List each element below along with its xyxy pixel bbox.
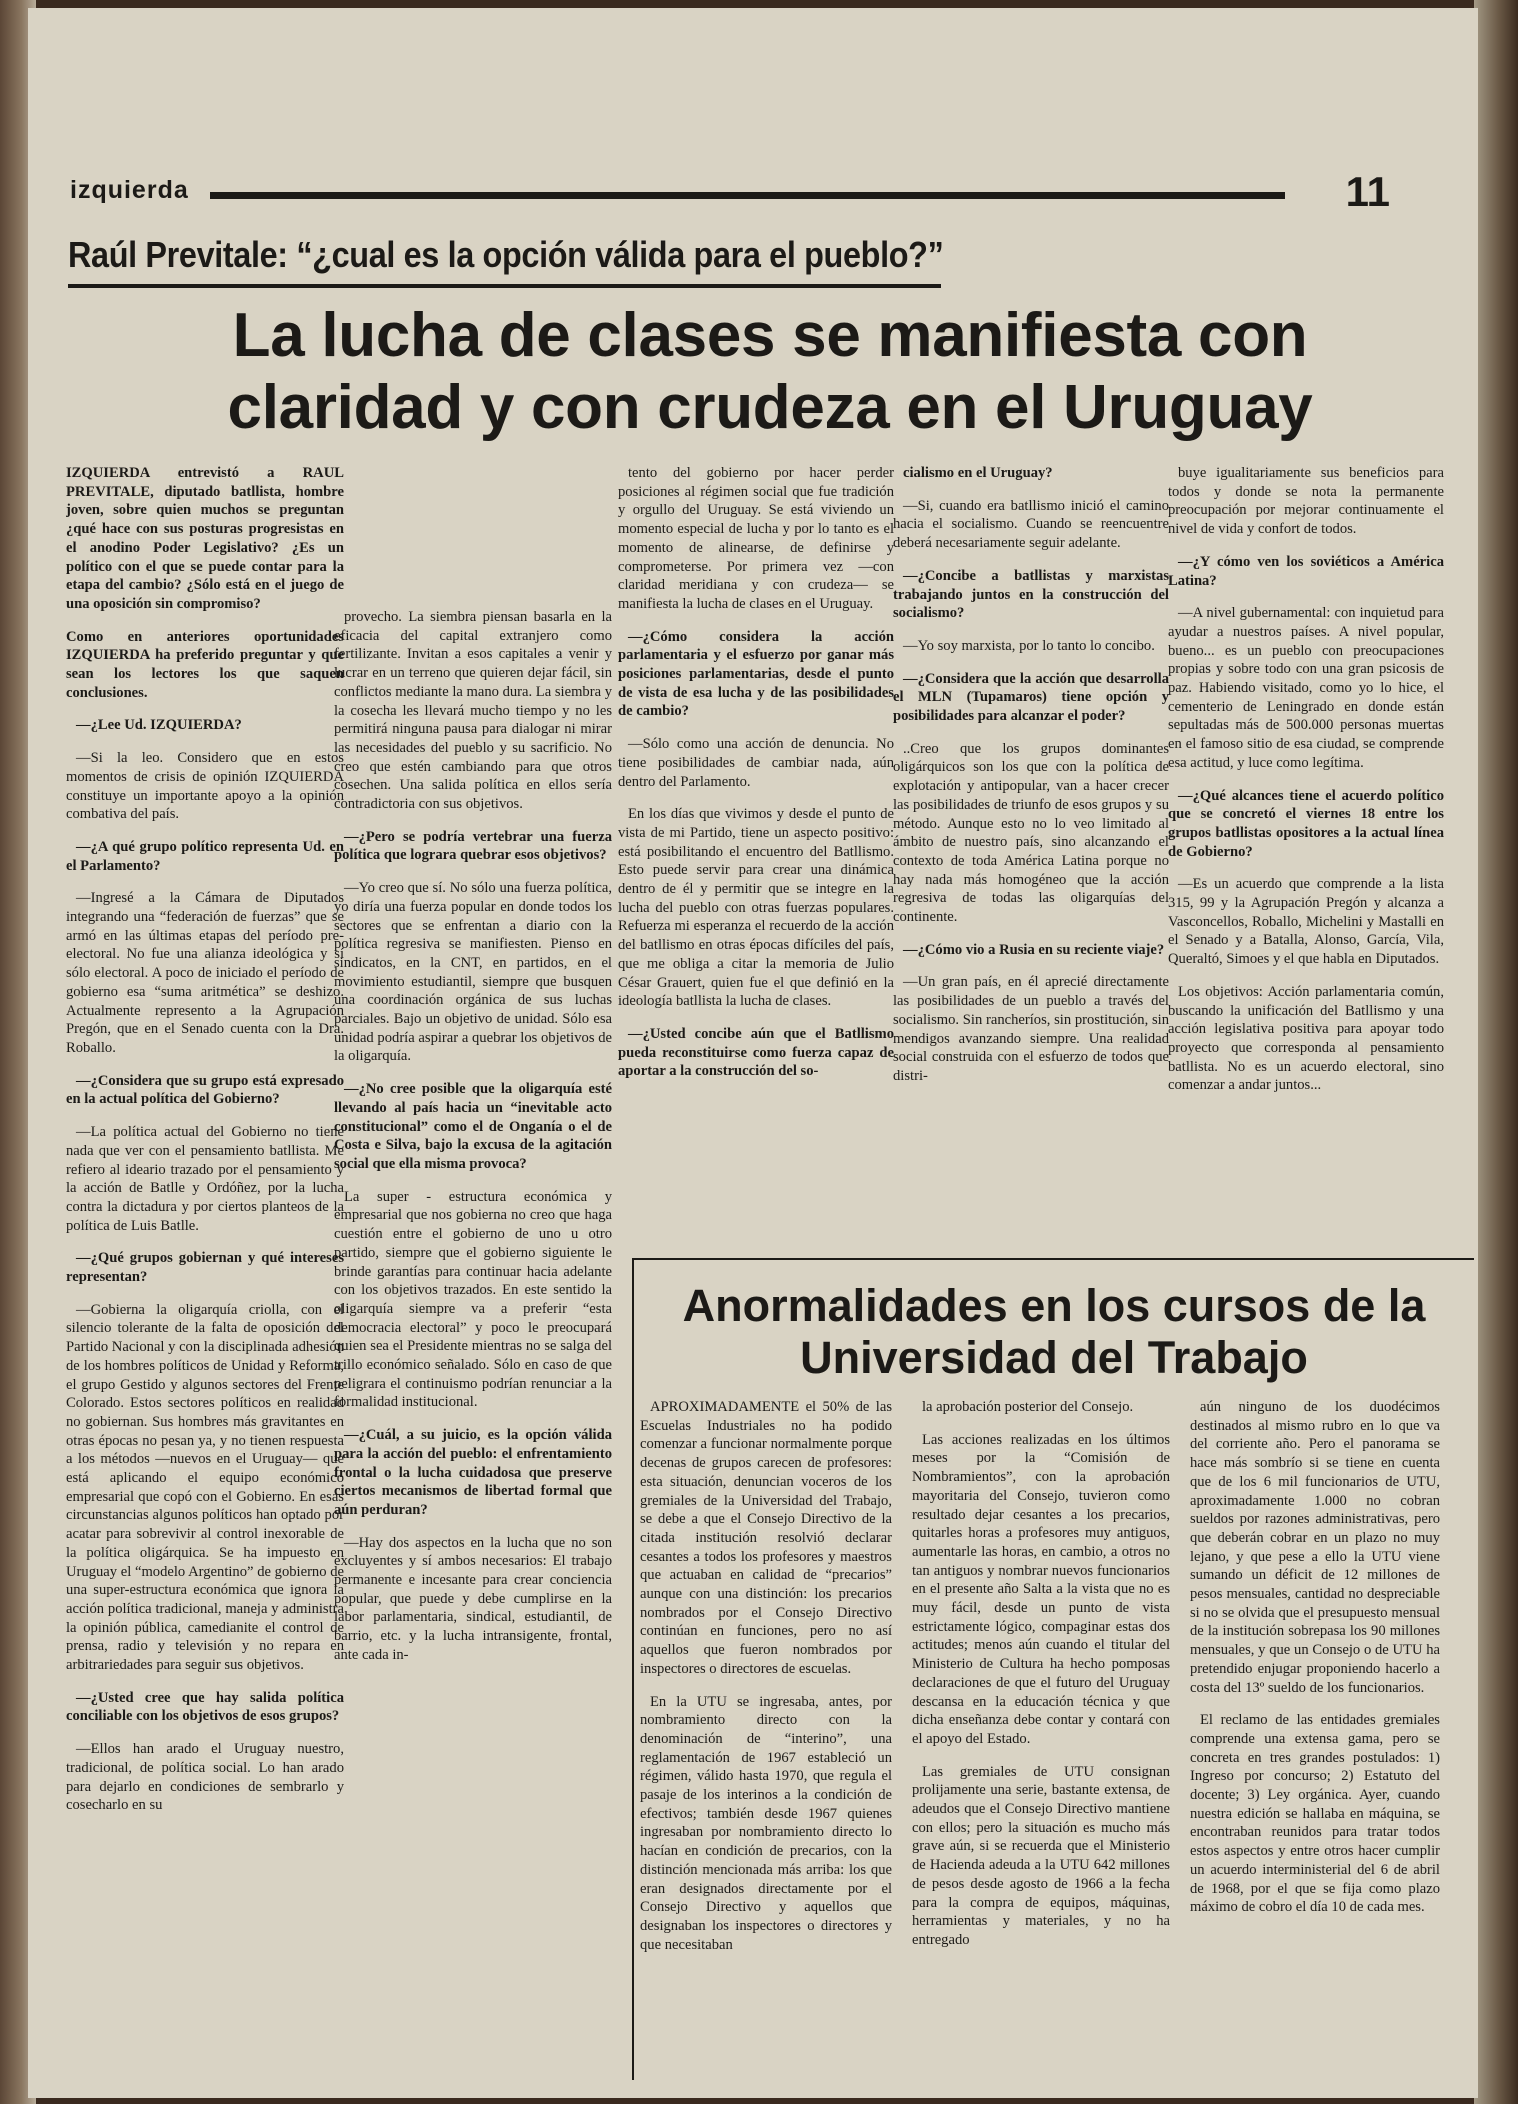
interview-question: —¿Qué grupos gobiernan y qué intereses representan? (66, 1250, 344, 1286)
interview-question: —¿Pero se podría vertebrar una fuerza política que lograra quebrar esos objetivos? (334, 828, 612, 864)
body-paragraph: —Yo creo que sí. No sólo una fuerza política, yo diría una fuerza popular en donde todos los sectores que se enfrentan a diario con la política regresiva se manifiesten. Pienso en sindicatos, en la CNT, en partidos, en el movimiento estudiantil, siempre que busquen una coordinación orgánica de sus luchas parciales. Bajo un objetivo de unidad. Sólo esa unidad podría aspirar a quebrar los objetivos de la oligarquía. (334, 880, 612, 1065)
body-paragraph: Los objetivos: Acción parlamentaria común, buscando la unificación del Batllismo y una acción legislativa positiva para apoyar todo proyecto que corresponda al pensamiento batllista. No es un acuerdo electoral, sino comenzar a andar juntos... (1168, 983, 1444, 1094)
interview-question: —¿Considera que la acción que desarrolla el MLN (Tupamaros) tiene opción y posibilidades para alcanzar el poder? (893, 670, 1169, 725)
interview-question: —¿No cree posible que la oligarquía esté llevando al país hacia un “inevitable acto constitucional” como el de Onganía o el de Costa e Silva, bajo la excusa de la agitación social que ella misma provoca? (334, 1081, 612, 1172)
binding-edge-right (1474, 0, 1518, 2104)
sidebar-article-box (632, 1258, 1474, 2080)
page-number: 11 (1345, 168, 1390, 215)
interview-question: —¿Concibe a batllistas y marxistas trabajando juntos en la construcción del socialismo? (893, 567, 1169, 622)
body-paragraph: —Hay dos aspectos en la lucha que no son excluyentes y sí ambos necesarios: El trabajo permanente e incesante para crear conciencia popular, que puede y debe cumplirse en la labor parlamentaria, sindical, estudiantil, de barrio, etc. y la lucha intransigente, frontal, ante cada in- (334, 1534, 612, 1663)
sidebar-column-1 (640, 1398, 892, 2068)
newspaper-page (28, 8, 1478, 2098)
interview-question: —¿Cómo considera la acción parlamentaria y el esfuerzo por ganar más posiciones parlamentarias, desde el punto de vista de esa lucha y de las posibilidades de cambio? (618, 628, 894, 720)
body-paragraph: Las acciones realizadas en los últimos meses por la “Comisión de Nombramientos”, con la aprobación mayoritaria del Consejo, tuvieron como resultado dejar cesantes a los precarios, quitarles horas a profesores muy antiguos, aumentarle las horas, en cambio, a otros no tan antiguos y nombrar nuevos funcionarios en el presente año Salta a la vista que no es muy fácil, desde un punto de vista estrictamente lógico, compaginar estas dos actitudes; menos aún cuando el titular del Ministerio de Cultura ha hecho pomposas declaraciones de que el futuro del Uruguay descansa en la educación técnica y que dicha enseñanza debe contar y contará con el apoyo del Estado. (912, 1431, 1170, 1747)
body-paragraph: provecho. La siembra piensan basarla en la eficacia del capital extranjero como fertilizante. Invitan a esos capitales a venir y lucrar en un terreno que quieren dejar fácil, sin conflictos mediante la mano dura. La siembra y la cosecha les llevará mucho tiempo y no les permitirá ninguna pausa para dialogar ni mirar las necesidades del pueblo y su sacrificio. No creo que estén cambiando para que otros cosechen. Una salida política en ellos sería contradictoria con sus objetivos. (334, 609, 612, 813)
article-column-4 (893, 464, 1169, 1252)
interview-question: —¿A qué grupo político representa Ud. en el Parlamento? (66, 838, 344, 874)
body-paragraph: —Ellos han arado el Uruguay nuestro, tradicional, de política social. Lo han arado para dejarlo en condiciones de sembrarlo y cosecharlo en su (66, 1741, 344, 1814)
body-paragraph: —Gobierna la oligarquía criolla, con el silencio tolerante de la falta de oposición del Partido Nacional y con la disciplinada adhesión de los hombres políticos de Unidad y Reforma, el grupo Gestido y algunos sectores del Frente Colorado. Estos sectores políticos en realidad no gobiernan. Sus hombres más gravitantes en otras épocas no pesan ya, y no tienen respuesta a los métodos —nuevos en el Uruguay— que está aplicando el equipo económico empresarial que copó con el Gobierno. En esas circunstancias algunos políticos han optado por acatar para sobrevivir al control inexorable de la política oligárquica. Se ha impuesto en Uruguay el “modelo Argentino” de gobierno de una super-estructura económica que ignora la acción política tradicional, maneja y administra la opinión pública, camedianite el control de prensa, radio y televisión y no repara en arbitrariedades para seguir sus objetivos. (66, 1301, 344, 1674)
interview-question: —¿Usted cree que hay salida política conciliable con los objetivos de esos grupos? (66, 1689, 344, 1725)
interview-question: —¿Y cómo ven los soviéticos a América Latina? (1168, 553, 1444, 589)
sidebar-article-title: Anormalidades en los cursos de la Universidad del Trabajo (682, 1280, 1426, 1383)
body-paragraph: ..Creo que los grupos dominantes oligárquicos son los que con la política de explotación y antipopular, van a hacer crecer las posibilidades de triunfo de esos grupos y su método. Aunque esto no lo veo limitado al ámbito de nuestro país, sino alcanzando el contexto de toda América Latina porque no hay nada más homogéneo que la acción regresiva de todas las oligarquías del continente. (893, 740, 1169, 926)
masthead-rule (210, 192, 1285, 199)
body-paragraph: En la UTU se ingresaba, antes, por nombramiento directo con la denominación de “interino”, una reglamentación de 1967 estableció un régimen, válido hasta 1970, que regula el pasaje de los interinos a la condición de efectivos; también desde 1967 quienes ingresaban por nombramiento directo lo hacían en condición de precarios, con la distinción mencionada más arriba: los que eran designados directamente por el Consejo Directivo y aquellos que designaban los inspectores o directores y que necesitaban (640, 1693, 892, 1953)
body-paragraph: buye igualitariamente sus beneficios para todos y donde se nota la permanente preocupación por mejorar continuamente el nivel de vida y confort de todos. (1168, 465, 1444, 538)
body-paragraph: El reclamo de las entidades gremiales comprende una extensa gama, pero se concreta en tres grandes postulados: 1) Ingreso por concurso; 2) Estatuto del docente; 3) Ley orgánica. Ayer, cuando nuestra edición se hallaba en máquina, se encontraban reunidos para tratar todos estos aspectos y entre otros hacer cumplir un acuerdo interministerial del 6 de abril de 1968, por el que se fija como plazo máximo de cobro el día 10 de cada mes. (1190, 1712, 1440, 1916)
article-column-5 (1168, 464, 1444, 1252)
interview-question: —¿Usted concibe aún que el Batllismo pueda reconstituirse como fuerza capaz de aportar a la construcción del so- (618, 1025, 894, 1080)
body-paragraph: APROXIMADAMENTE el 50% de las Escuelas Industriales no ha podido comenzar a funcionar normalmente porque decenas de grupos carecen de profesores: esta situación, denuncian voceros de los gremiales de la Universidad del Trabajo, se debe a que el Consejo Directivo de la citada institución resolvió declarar cesantes a todos los profesores y maestros que actuaban en calidad de “precarios” aunque con una distinción: los precarios nombrados por el Consejo Directivo continúan en funciones, pero no así aquellos que fueron nombrados por inspectores o directores de escuelas. (640, 1399, 892, 1677)
sidebar-column-2 (912, 1398, 1170, 2068)
body-paragraph: —Si, cuando era batllismo inició el camino hacia el socialismo. Cuando se reencuentre deberá necesariamente seguir adelante. (893, 497, 1169, 552)
body-paragraph: —Sólo como una acción de denuncia. No tiene posibilidades de cambiar nada, aún dentro del Parlamento. (618, 736, 894, 790)
body-paragraph: —Un gran país, en él aprecié directamente las posibilidades de un pueblo a través del socialismo. Sin rancheríos, sin prostitución, sin mendigos avanzando siempre. Una realidad social construida con el esfuerzo de todos que distri- (893, 974, 1169, 1084)
body-paragraph: —La política actual del Gobierno no tiene nada que ver con el pensamiento batllista. Me refiero al ideario trazado por el pensamiento y la acción de Batlle y Ordóñez, por la lucha contra la dictadura y por ciertos planteos de la política de Luis Batlle. (66, 1124, 344, 1234)
body-paragraph: En los días que vivimos y desde el punto de vista de mi Partido, tiene un aspecto positivo: está posibilitando el encuentro del Batllismo. Esto puede servir para crear una dinámica dentro de él y permitir que se integre en la lucha del pueblo con otras fuerzas populares. Refuerza mi esperanza el recuerdo de la acción del batllismo en otras épocas difíciles del país, que me obliga a citar la memoria de Julio César Grauert, quien fue el que definió en la ideología batllista la lucha de clases. (618, 806, 894, 1010)
article-column-1 (66, 464, 344, 2094)
article-kicker: Raúl Previtale: “¿cual es la opción válida para el pueblo?” (68, 234, 941, 288)
interview-question: —¿Cómo vio a Rusia en su reciente viaje? (903, 941, 1165, 958)
article-intro: IZQUIERDA entrevistó a RAUL PREVITALE, diputado batllista, hombre joven, sobre quien muchos se preguntan ¿qué hace con sus posturas progresistas en el anodino Poder Legislativo? ¿Es un político con el que se puede contar para la etapa del cambio? ¿Sólo está en el juego de una oposición sin compromiso? (66, 465, 344, 612)
interview-question: —¿Considera que su grupo está expresado en la actual política del Gobierno? (66, 1072, 344, 1108)
interview-question: —¿Lee Ud. IZQUIERDA? (76, 717, 242, 734)
interview-question: —¿Qué alcances tiene el acuerdo político que se concretó el viernes 18 entre los grupos batllistas opositores a la actual línea de Gobierno? (1168, 787, 1444, 860)
article-intro: Como en anteriores oportunidades IZQUIERDA ha preferido preguntar y que sean los lectores los que saquen conclusiones. (66, 628, 344, 701)
article-column-3 (618, 464, 894, 1252)
body-paragraph: —Yo soy marxista, por lo tanto lo concibo. (903, 637, 1155, 654)
body-paragraph: —Es un acuerdo que comprende a la lista 315, 99 y la Agrupación Pregón y alcanza a Vasconcellos, Roballo, Michelini y Mastalli en el Senado y a Batalla, Alonso, García, Vila, Queraltó, Simoes y el que habla en Diputados. (1168, 876, 1444, 968)
article-headline: La lucha de clases se manifiesta con claridad y con crudeza en el Uruguay (227, 301, 1313, 442)
body-paragraph: la aprobación posterior del Consejo. (922, 1399, 1134, 1415)
interview-question: —¿Cuál, a su juicio, es la opción válida para la acción del pueblo: el enfrentamiento frontal o la lucha cuidadosa que preserve ciertos mecanismos de libertad formal que aún perduran? (334, 1427, 612, 1518)
body-paragraph: aún ninguno de los duodécimos destinados al mismo rubro en lo que va del corriente año. Pero el panorama se hace más sombrío si se tiene en cuenta que de los 6 mil funcionarios de UTU, aproximadamente 1.000 no cobran sueldos por razones administrativas, pero que deberán cobrar en un plazo no muy lejano, y que pese a ello la UTU viene sumando un déficit de 12 millones de pesos mensuales, cantidad no despreciable si no se olvida que el presupuesto mensual de la institución sobrepasa los 90 millones mensuales, y que un Consejo o de UTU ha pretendido enjugar proponiendo hacerlo a costa del 13º sueldo de los funcionarios. (1190, 1399, 1440, 1696)
interview-question: cialismo en el Uruguay? (903, 465, 1053, 481)
article-column-2 (334, 608, 612, 2094)
body-paragraph: —Ingresé a la Cámara de Diputados integrando una “federación de fuerzas” que se armó en las últimas etapas del período pre-electoral. No fue una alianza ideológica y sí sólo electoral. A poco de iniciado el período de gobierno esa “suma aritmética” se deshizo. Actualmente represento a la Agrupación Pregón, que en el Senado cuenta con la Dra. Roballo. (66, 890, 344, 1056)
sidebar-column-3 (1190, 1398, 1440, 2068)
body-paragraph: —Si la leo. Considero que en estos momentos de crisis de opinión IZQUIERDA constituye un importante apoyo a la opinión combativa del país. (66, 750, 344, 823)
masthead-name: izquierda (70, 176, 189, 204)
body-paragraph: —A nivel gubernamental: con inquietud para ayudar a nuestros países. A nivel popular, bueno... es un pueblo con preocupaciones propias y sobre todo con una gran psicosis de paz. Habiendo visitado, como yo lo hice, el cementerio de Leningrado en donde están sepultadas más de 500.000 personas muertas en el famoso sitio de esa ciudad, se comprende esa actitud, y luce como legítima. (1168, 605, 1444, 771)
body-paragraph: Las gremiales de UTU consignan prolijamente una serie, bastante extensa, de adeudos que el Consejo Directivo mantiene con ellos; pero la situación es mucho más grave aún, si se recuerda que el Ministerio de Hacienda adeuda a la UTU 642 millones de pesos desde agosto de 1966 a la fecha para la compra de equipos, máquinas, herramientas y materiales, y no ha entregado (912, 1763, 1170, 1948)
body-paragraph: La super - estructura económica y empresarial que nos gobierna no creo que haga cuestión entre el gobierno de uno u otro partido, siempre que el gobierno siguiente le brinde garantías para continuar hacia adelante con los objetivos trazados. En este sentido la oligarquía siempre va a preferir “esta democracia electoral” y poco le preocupará quien sea el Presidente mientras no se salga del trillo económico señalado. Sólo en caso de que peligrara el continuismo podrían renunciar a la formalidad institucional. (334, 1188, 612, 1411)
masthead (70, 168, 1430, 215)
body-paragraph: tento del gobierno por hacer perder posiciones al régimen social que fue tradición y orgullo del Uruguay. Se está viviendo un momento especial de lucha y por lo tanto es el momento de alinearse, de definirse y comprometerse. Por primera vez —con claridad meridiana y con crudeza— se manifiesta la lucha de clases en el Uruguay. (618, 465, 894, 612)
